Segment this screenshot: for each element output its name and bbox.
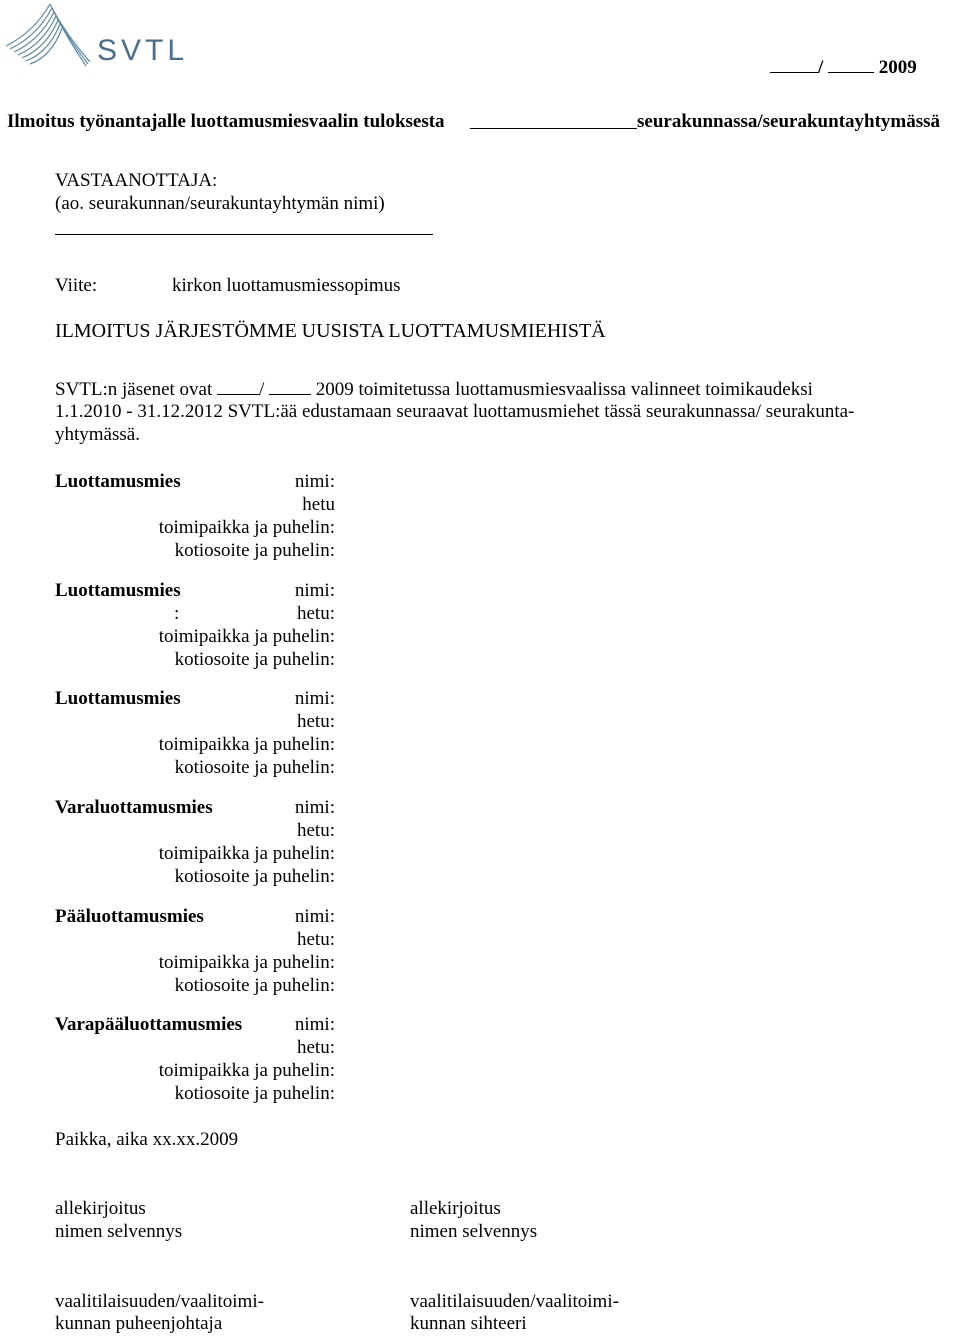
document-title: Ilmoitus työnantajalle luottamusmiesvaalin tuloksesta bbox=[7, 111, 445, 132]
body-slash: / bbox=[259, 379, 265, 400]
congregation-blank[interactable] bbox=[470, 110, 637, 129]
body-text-1: SVTL:n jäsenet ovat bbox=[55, 379, 213, 400]
place-date: Paikka, aika xx.xx.2009 bbox=[55, 1129, 239, 1150]
name-clarification-right: nimen selvennys bbox=[410, 1221, 538, 1242]
header-year: 2009 bbox=[878, 57, 917, 78]
header-date bbox=[770, 54, 917, 79]
date-slash: / bbox=[818, 57, 824, 78]
section-1-home-label: kotiosoite ja puhelin: bbox=[174, 540, 335, 561]
recipient-hint: (ao. seurakunnan/seurakuntayhtymän nimi) bbox=[55, 193, 385, 214]
section-4-name-label: nimi: bbox=[294, 797, 335, 818]
section-5-workplace-label: toimipaikka ja puhelin: bbox=[158, 952, 335, 973]
document-title-suffix: seurakunnassa/seurakuntayhtymässä bbox=[637, 111, 941, 132]
section-3-workplace-label: toimipaikka ja puhelin: bbox=[158, 734, 335, 755]
section-heading: ILMOITUS JÄRJESTÖMME UUSISTA LUOTTAMUSMIEHISTÄ bbox=[55, 320, 606, 342]
section-1-name-label: nimi: bbox=[294, 471, 335, 492]
section-3-hetu-label: hetu: bbox=[297, 711, 335, 732]
section-6-name-label: nimi: bbox=[294, 1014, 335, 1035]
section-4-hetu-label: hetu: bbox=[297, 820, 335, 841]
role-left-line-2: kunnan puheenjohtaja bbox=[55, 1313, 223, 1334]
name-clarification-left: nimen selvennys bbox=[55, 1221, 183, 1242]
section-5-home-label: kotiosoite ja puhelin: bbox=[174, 975, 335, 996]
section-1-hetu-label: hetu bbox=[302, 494, 335, 515]
section-2-name-label: nimi: bbox=[294, 580, 335, 601]
section-6-home-label: kotiosoite ja puhelin: bbox=[174, 1083, 335, 1104]
section-2-workplace-label: toimipaikka ja puhelin: bbox=[158, 626, 335, 647]
reference-label: Viite: bbox=[55, 275, 98, 296]
section-3-home-label: kotiosoite ja puhelin: bbox=[174, 757, 335, 778]
section-5-hetu-label: hetu: bbox=[297, 929, 335, 950]
section-6-hetu-label: hetu: bbox=[297, 1037, 335, 1058]
signature-left: allekirjoitus bbox=[55, 1198, 146, 1219]
section-4-title: Varaluottamusmies bbox=[55, 797, 213, 818]
day-blank[interactable] bbox=[770, 54, 818, 73]
svtl-logo bbox=[4, 2, 189, 68]
month-blank[interactable] bbox=[828, 54, 874, 73]
body-line-2: 1.1.2010 - 31.12.2012 SVTL:ää edustamaan seuraavat luottamusmiehet tässä seurakunnassa/ seurakunta- bbox=[55, 401, 855, 422]
section-6-workplace-label: toimipaikka ja puhelin: bbox=[158, 1060, 335, 1081]
role-right-line-2: kunnan sihteeri bbox=[410, 1313, 527, 1334]
recipient-blank[interactable] bbox=[55, 216, 433, 235]
section-1-workplace-label: toimipaikka ja puhelin: bbox=[158, 517, 335, 538]
section-2-home-label: kotiosoite ja puhelin: bbox=[174, 649, 335, 670]
section-1-title: Luottamusmies bbox=[55, 471, 181, 492]
svtl-logo-mark-icon bbox=[4, 2, 94, 68]
section-3-name-label: nimi: bbox=[294, 688, 335, 709]
logo-text: SVTL bbox=[97, 34, 189, 67]
section-5-name-label: nimi: bbox=[294, 906, 335, 927]
section-3-title: Luottamusmies bbox=[55, 688, 181, 709]
section-2-hetu-label: hetu: bbox=[297, 603, 335, 624]
body-text-2: 2009 toimitetussa luottamusmiesvaalissa valinneet toimikaudeksi bbox=[315, 379, 813, 400]
role-left-line-1: vaalitilaisuuden/vaalitoimi- bbox=[55, 1291, 264, 1312]
role-right-line-1: vaalitilaisuuden/vaalitoimi- bbox=[410, 1291, 619, 1312]
election-month-blank[interactable] bbox=[269, 376, 311, 395]
section-2-colon: : bbox=[174, 603, 180, 624]
section-2-title: Luottamusmies bbox=[55, 580, 181, 601]
section-4-workplace-label: toimipaikka ja puhelin: bbox=[158, 843, 335, 864]
election-day-blank[interactable] bbox=[217, 376, 259, 395]
signature-right: allekirjoitus bbox=[410, 1198, 501, 1219]
recipient-label: VASTAANOTTAJA: bbox=[55, 170, 218, 191]
section-4-home-label: kotiosoite ja puhelin: bbox=[174, 866, 335, 887]
body-line-3: yhtymässä. bbox=[55, 424, 140, 445]
section-5-title: Pääluottamusmies bbox=[55, 906, 204, 927]
reference-value: kirkon luottamusmiessopimus bbox=[172, 275, 401, 296]
body-line-1 bbox=[55, 376, 813, 401]
section-6-title: Varapääluottamusmies bbox=[55, 1014, 243, 1035]
